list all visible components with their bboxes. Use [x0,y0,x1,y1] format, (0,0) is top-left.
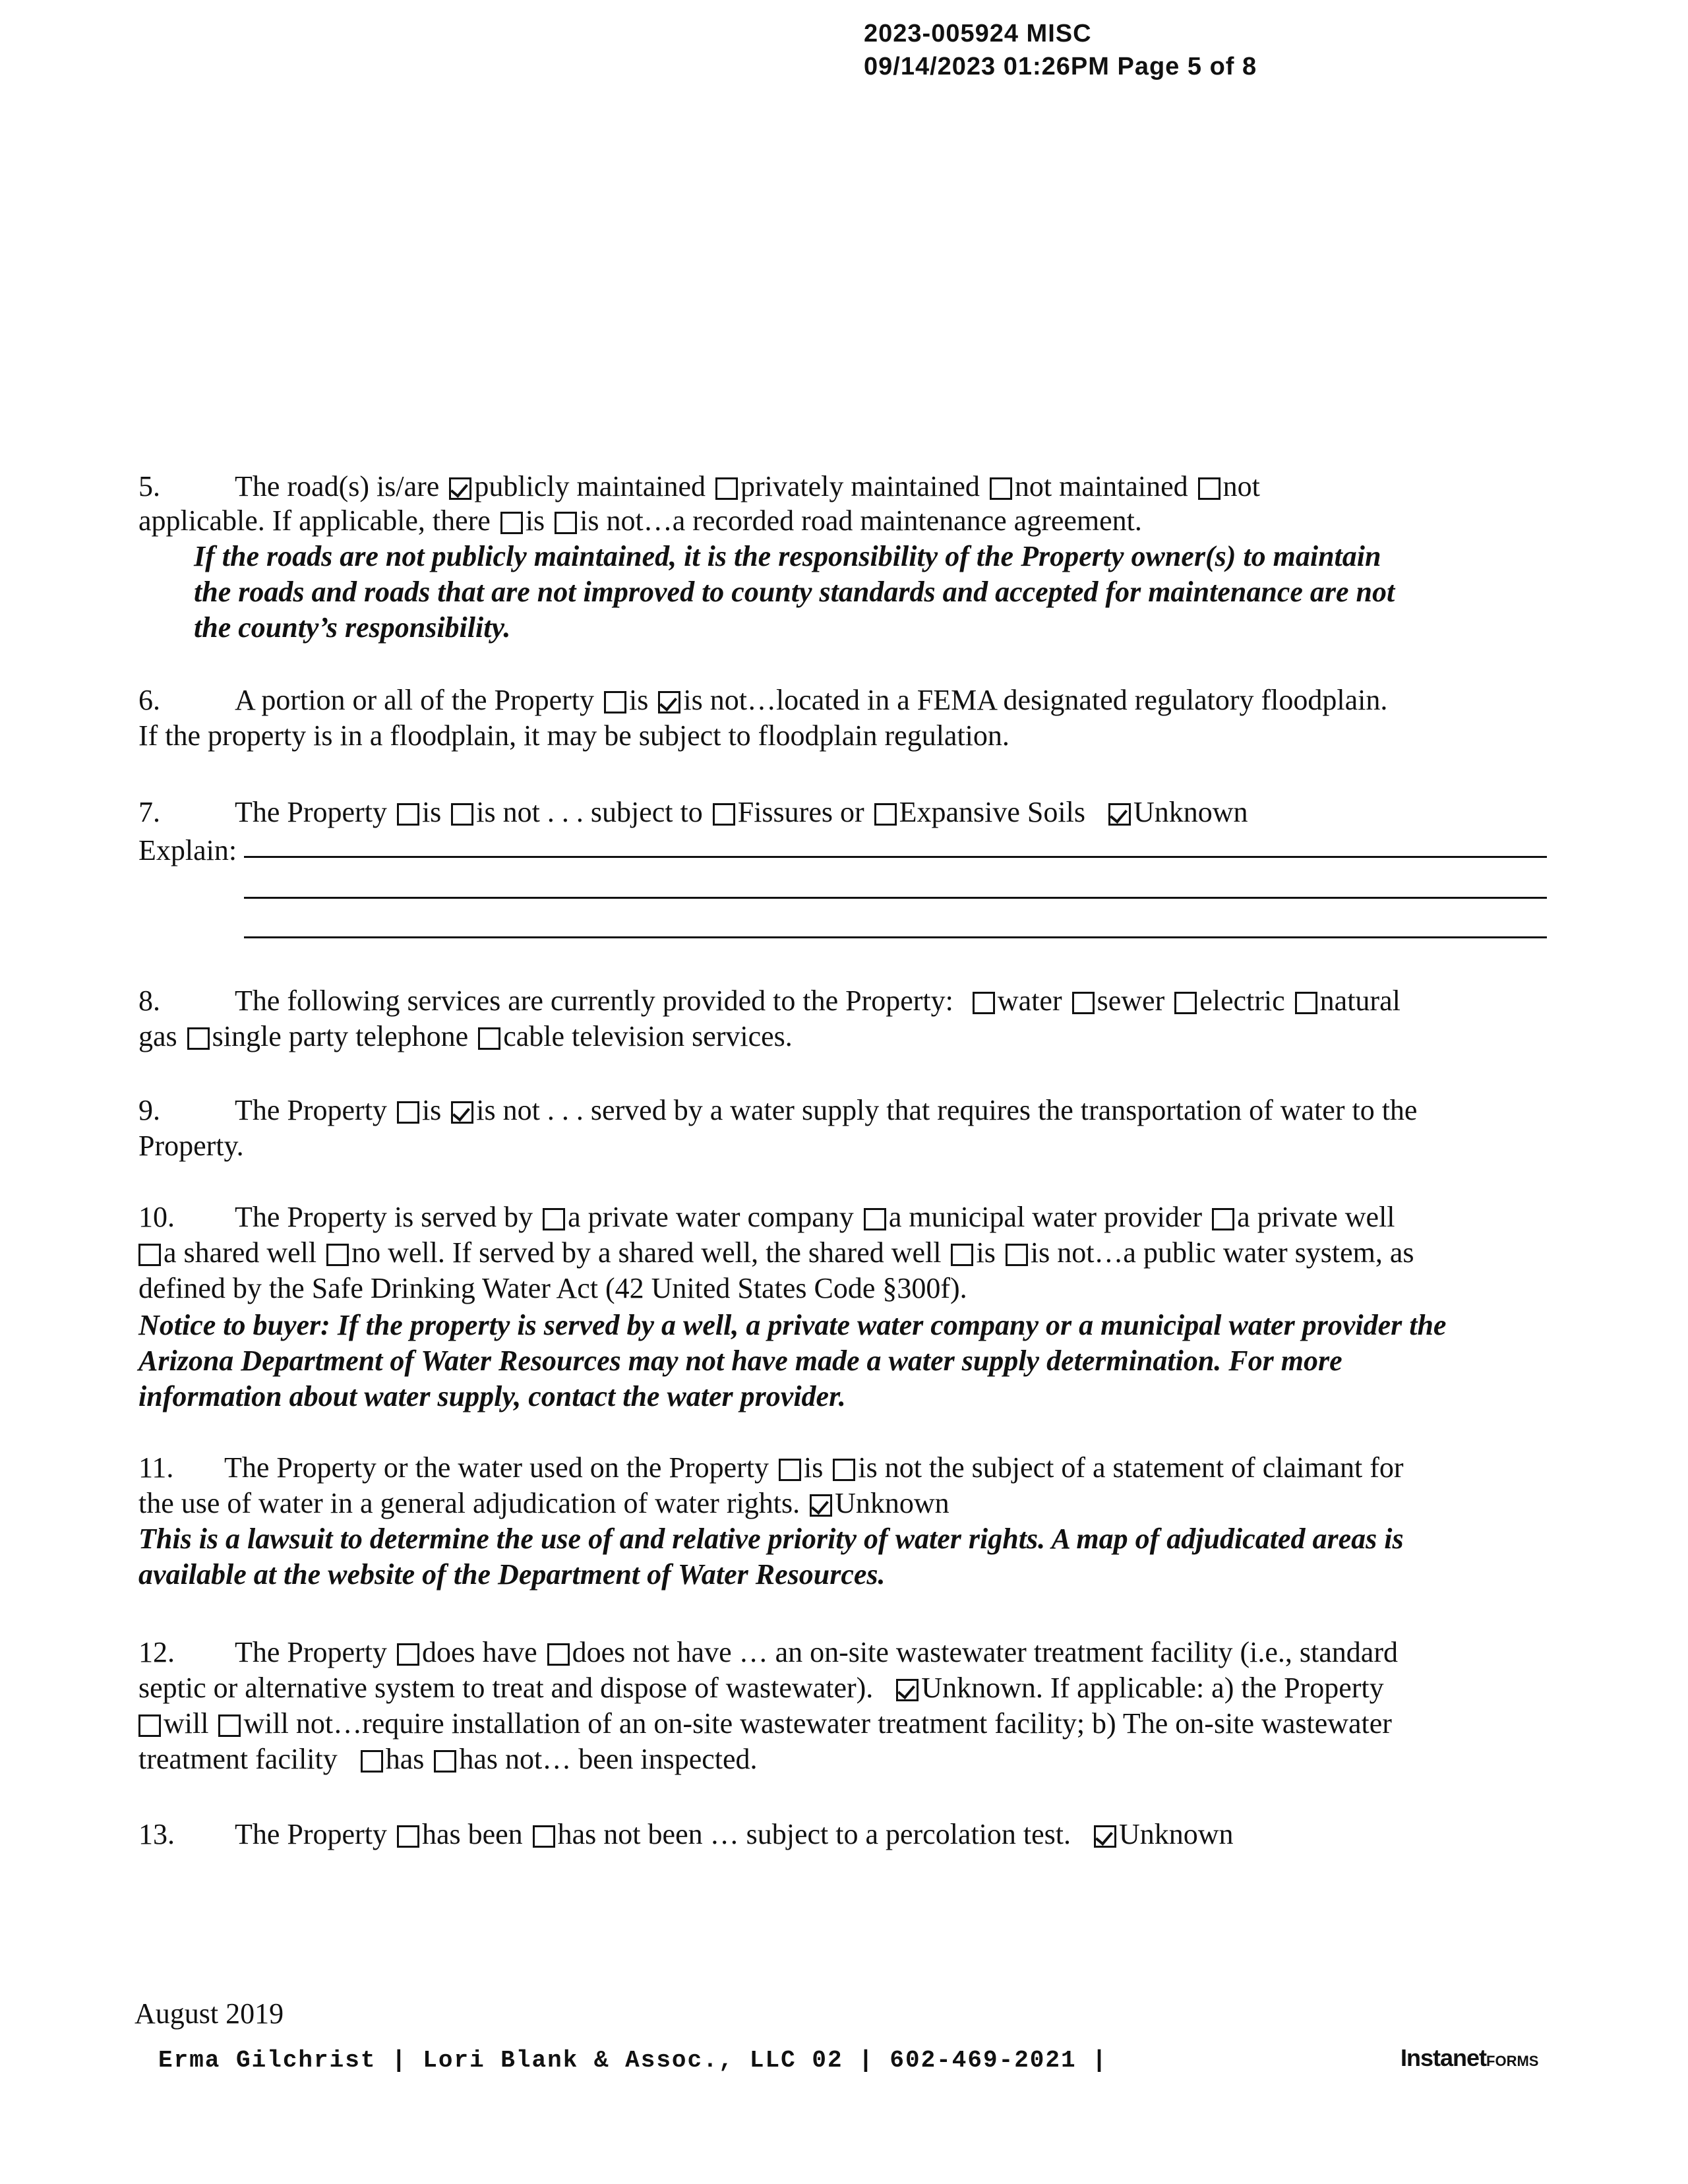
checkbox-soils-is-not[interactable] [451,803,473,826]
checkbox-fissures[interactable] [713,803,735,826]
item-6-line-2: If the property is in a floodplain, it may be subject to floodplain regulation. [138,719,1010,752]
item-number: 10. [138,1201,175,1233]
checkbox-floodplain-is-not[interactable] [658,691,680,713]
checkbox-road-agreement-is[interactable] [500,512,523,534]
instanet-forms-logo: InstanetFORMS [1401,2044,1539,2071]
checkbox-public-system-is-not[interactable] [1006,1244,1028,1266]
item-5-note-2: the roads and roads that are not improved to county standards and accepted for maintenance are not [194,576,1395,608]
checkbox-floodplain-is[interactable] [604,691,626,713]
checkbox-public-system-is[interactable] [951,1244,973,1266]
item-number: 8. [138,985,160,1017]
item-8-line-1: 8. The following services are currently provided to the Property: water sewer electric natural [138,983,1401,1019]
checkbox-water-transport-is[interactable] [397,1101,419,1124]
checkbox-water[interactable] [973,992,995,1014]
item-8-line-2: gas single party telephone cable television services. [138,1020,793,1052]
explain-line-2[interactable] [244,897,1547,899]
checkbox-publicly-maintained[interactable] [449,477,471,500]
item-12-line-1: 12. The Property does have does not have … an on-site wastewater treatment facility (i.e., standard [138,1634,1398,1671]
checkbox-cable-television[interactable] [478,1027,500,1050]
checkbox-has-not-been[interactable] [533,1825,555,1848]
checkbox-percolation-unknown[interactable] [1094,1825,1116,1848]
checkbox-will[interactable] [138,1714,161,1737]
checkbox-soils-unknown[interactable] [1108,803,1131,826]
item-number: 7. [138,796,160,828]
item-number: 12. [138,1636,175,1668]
checkbox-electric[interactable] [1174,992,1197,1014]
item-12-line-3: will will not…require installation of an on-site wastewater treatment facility; b) The on-site wastewater [138,1705,1392,1742]
explain-line-3[interactable] [244,936,1547,938]
item-10-note-1: Notice to buyer: If the property is served by a well, a private water company or a municipal water provider the [138,1309,1447,1341]
recording-stamp: 09/14/2023 01:26PM Page 5 of 8 [864,53,1257,80]
item-13-line-1: 13. The Property has been has not been … subject to a percolation test. Unknown [138,1816,1234,1853]
recording-header [864,17,1257,83]
item-11-line-2: the use of water in a general adjudication of water rights. Unknown [138,1487,950,1519]
item-5-line-2: applicable. If applicable, there is is not…a recorded road maintenance agreement. [138,504,1142,537]
checkbox-has-not[interactable] [434,1750,456,1773]
explain-line-1[interactable] [244,856,1547,858]
checkbox-expansive-soils[interactable] [874,803,897,826]
item-10-line-3: defined by the Safe Drinking Water Act (42 United States Code §300f). [138,1272,967,1304]
item-11-note-1: This is a lawsuit to determine the use of and relative priority of water rights. A map of adjudicated areas is [138,1523,1404,1555]
checkbox-does-have[interactable] [397,1643,419,1666]
item-10-line-2: a shared well no well. If served by a shared well, the shared well is is not…a public water system, as [138,1234,1414,1271]
item-11-line-1: 11. The Property or the water used on the Property is is not the subject of a statement of claimant for [138,1449,1404,1486]
document-number: 2023-005924 MISC [864,20,1092,47]
item-12-line-4: treatment facility has has not… been inspected. [138,1743,758,1775]
checkbox-municipal-water-provider[interactable] [864,1208,886,1230]
checkbox-water-transport-is-not[interactable] [451,1101,473,1124]
checkbox-adjudication-unknown[interactable] [810,1494,832,1517]
item-7-line-1: 7. The Property is is not . . . subject to Fissures or Expansive Soils Unknown [138,794,1248,831]
checkbox-has[interactable] [361,1750,383,1773]
checkbox-road-agreement-is-not[interactable] [555,512,577,534]
checkbox-will-not[interactable] [218,1714,241,1737]
item-6-line-1: 6. A portion or all of the Property is is not…located in a FEMA designated regulatory floodplain. [138,682,1387,719]
form-date: August 2019 [135,1997,284,2030]
checkbox-private-water-company[interactable] [543,1208,565,1230]
item-10-note-2: Arizona Department of Water Resources may not have made a water supply determination. For more [138,1345,1342,1377]
checkbox-wastewater-unknown[interactable] [896,1679,919,1701]
explain-label: Explain: [138,834,237,866]
checkbox-private-well[interactable] [1212,1208,1234,1230]
item-5-note-1: If the roads are not publicly maintained, it is the responsibility of the Property owner(s) to maintain [194,540,1381,572]
checkbox-has-been[interactable] [397,1825,419,1848]
item-9-line-1: 9. The Property is is not . . . served by a water supply that requires the transportation of water to the [138,1092,1417,1129]
item-10-note-3: information about water supply, contact the water provider. [138,1380,846,1412]
checkbox-adjudication-is-not[interactable] [833,1459,855,1481]
checkbox-adjudication-is[interactable] [779,1459,801,1481]
checkbox-sewer[interactable] [1072,992,1095,1014]
checkbox-natural-gas[interactable] [1295,992,1317,1014]
item-9-line-2: Property. [138,1130,244,1162]
item-number: 13. [138,1818,175,1850]
item-number: 6. [138,684,160,716]
checkbox-no-well[interactable] [326,1244,349,1266]
checkbox-not-applicable[interactable] [1198,477,1221,500]
checkbox-privately-maintained[interactable] [715,477,738,500]
agent-footer-bar: Erma Gilchrist | Lori Blank & Assoc., LLC 02 | 602-469-2021 | [158,2047,1108,2074]
item-5-line-1: 5. The road(s) is/are publicly maintained privately maintained not maintained not [138,468,1260,505]
checkbox-not-maintained[interactable] [990,477,1012,500]
item-11-note-2: available at the website of the Department of Water Resources. [138,1558,886,1591]
item-number: 5. [138,470,160,502]
item-5-note-3: the county’s responsibility. [194,611,511,644]
checkbox-shared-well[interactable] [138,1244,161,1266]
item-number: 11. [138,1451,174,1484]
item-number: 9. [138,1094,160,1126]
checkbox-does-not-have[interactable] [547,1643,570,1666]
checkbox-soils-is[interactable] [397,803,419,826]
item-10-line-1: 10. The Property is served by a private water company a municipal water provider a private well [138,1199,1395,1236]
checkbox-single-party-telephone[interactable] [187,1027,210,1050]
item-12-line-2: septic or alternative system to treat and dispose of wastewater). Unknown. If applicable: a) the Property [138,1672,1384,1704]
